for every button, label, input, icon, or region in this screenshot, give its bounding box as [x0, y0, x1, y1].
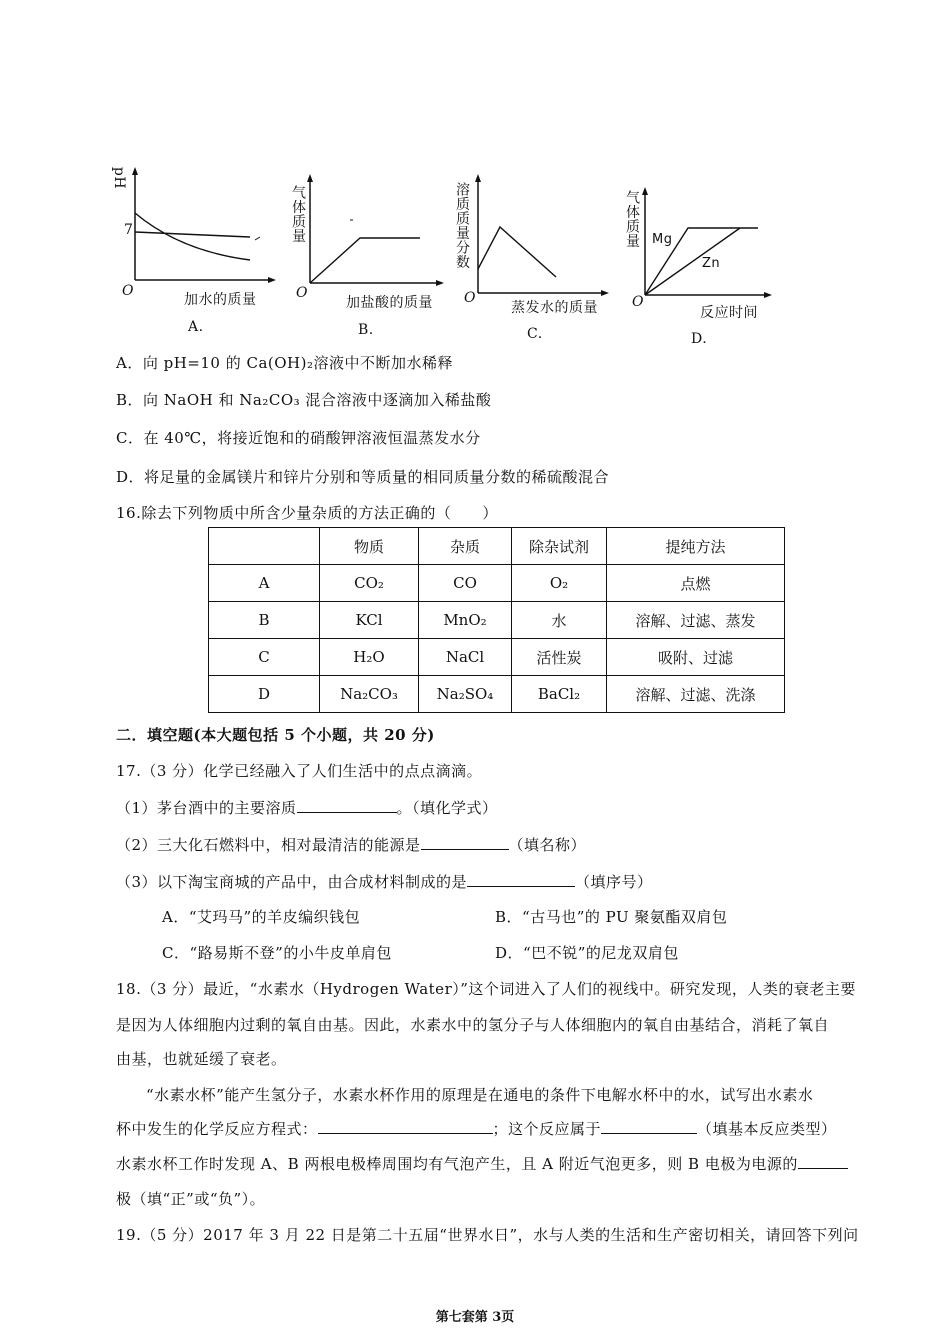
- table-row: [209, 639, 785, 676]
- q18-electrode-text: 水素水杯工作时发现 A、B 两根电极棒周围均有气泡产生，且 A 附近气泡更多，则 B 电极为电源的: [116, 1155, 798, 1173]
- graph-c-origin: O: [464, 290, 476, 306]
- option-15-d: D．将足量的金属镁片和锌片分别和等质量的相同质量分数的稀硫酸混合: [116, 468, 610, 486]
- q18-electrode-blank[interactable]: [798, 1154, 848, 1169]
- table-cell: 活性炭: [512, 639, 607, 676]
- table-cell: BaCl₂: [512, 676, 607, 713]
- q18-type-hint: （填基本反应类型）: [697, 1120, 837, 1138]
- graph-d-ylabel: 气体质量: [624, 190, 640, 248]
- question-17-part-1: [116, 797, 498, 818]
- question-19-stem: 19.（5 分）2017 年 3 月 22 日是第二十五届“世界水日”，水与人类的生活和生产密切相关，请回答下列问: [116, 1226, 859, 1244]
- graph-b-origin: O: [296, 285, 308, 301]
- graph-a: [110, 165, 280, 345]
- question-18-line-5: [116, 1118, 837, 1139]
- section-2-heading: 二．填空题(本大题包括 5 个小题，共 20 分): [116, 726, 435, 744]
- q17-p1-blank[interactable]: [297, 798, 397, 813]
- graph-c: [455, 165, 625, 345]
- question-18-line-7: 极（填“正”或“负”）。: [116, 1190, 266, 1208]
- table-header-cell: 杂质: [419, 528, 512, 565]
- graph-a-xlabel: 加水的质量: [184, 292, 257, 308]
- table-cell: D: [209, 676, 320, 713]
- table-header-cell: 提纯方法: [607, 528, 785, 565]
- graph-a-ylabel: pH: [111, 166, 128, 190]
- question-18-line-4: “水素水杯”能产生氢分子，水素水杯作用的原理是在通电的条件下电解水杯中的水，试写出水素水: [146, 1086, 814, 1104]
- table-cell: 点燃: [607, 565, 785, 602]
- graph-b-xlabel: 加盐酸的质量: [346, 295, 433, 311]
- question-17-part-2: [116, 834, 586, 855]
- graph-a-origin: O: [122, 283, 134, 299]
- table-cell: 水: [512, 602, 607, 639]
- q17-p1-hint: 。（填化学式）: [396, 799, 498, 817]
- graph-d-caption: D.: [691, 331, 708, 347]
- question-18-line-2: 是因为人体细胞内过剩的氧自由基。因此，水素水中的氢分子与人体细胞内的氧自由基结合，消耗了氧自: [116, 1016, 830, 1034]
- q17-p3-text: （3）以下淘宝商城的产品中，由合成材料制成的是: [116, 873, 468, 891]
- question-18-line-1: 18.（3 分）最近，“水素水（Hydrogen Water）”这个词进入了人们的视线中。研究发现，人类的衰老主要: [116, 980, 856, 998]
- q18-equation-prompt: 杯中发生的化学反应方程式：: [116, 1120, 318, 1138]
- graph-d-xlabel: 反应时间: [700, 305, 758, 321]
- q17-p2-text: （2）三大化石燃料中，相对最清洁的能源是: [116, 836, 421, 854]
- q17-option-d: D．“巴不锐”的尼龙双肩包: [495, 944, 679, 962]
- q18-type-blank[interactable]: [601, 1119, 697, 1134]
- question-18-line-6: [116, 1153, 848, 1174]
- table-cell: B: [209, 602, 320, 639]
- page-footer: 第七套第 3页: [435, 1310, 515, 1325]
- table-cell: H₂O: [320, 639, 419, 676]
- table-row: [209, 602, 785, 639]
- table-cell: CO: [419, 565, 512, 602]
- question-17-part-3: [116, 871, 653, 892]
- table-cell: 溶解、过滤、蒸发: [607, 602, 785, 639]
- q17-option-b: B．“古马也”的 PU 聚氨酯双肩包: [495, 908, 728, 926]
- table-row: [209, 676, 785, 713]
- table-cell: Na₂SO₄: [419, 676, 512, 713]
- question-16-stem: 16.除去下列物质中所含少量杂质的方法正确的（ ）: [116, 504, 498, 522]
- graph-c-caption: C.: [527, 326, 543, 342]
- option-15-b: B．向 NaOH 和 Na₂CO₃ 混合溶液中逐滴加入稀盐酸: [116, 391, 492, 409]
- graph-a-caption: A.: [188, 319, 204, 335]
- q17-p2-hint: （填名称）: [508, 836, 587, 854]
- graph-d-origin: O: [632, 294, 644, 310]
- question-18-line-3: 由基，也就延缓了衰老。: [116, 1050, 287, 1068]
- q17-p3-hint: （填序号）: [575, 873, 653, 891]
- question-16-table: [208, 527, 785, 713]
- table-row: [209, 565, 785, 602]
- table-cell: KCl: [320, 602, 419, 639]
- graph-c-xlabel: 蒸发水的质量: [511, 300, 598, 316]
- graph-d-mg-label: Mg: [652, 232, 673, 247]
- q17-p2-blank[interactable]: [421, 835, 509, 850]
- table-cell: A: [209, 565, 320, 602]
- table-cell: C: [209, 639, 320, 676]
- graph-d-zn-label: Zn: [702, 256, 721, 271]
- q18-equation-blank[interactable]: [318, 1119, 493, 1134]
- graph-a-tick-7: 7: [124, 222, 134, 238]
- table-cell: Na₂CO₃: [320, 676, 419, 713]
- table-cell: MnO₂: [419, 602, 512, 639]
- graph-c-ylabel: 溶质质量分数: [454, 182, 470, 269]
- q17-p3-blank[interactable]: [467, 872, 575, 887]
- table-cell: 吸附、过滤: [607, 639, 785, 676]
- table-header-cell: 除杂试剂: [512, 528, 607, 565]
- table-cell: 溶解、过滤、洗涤: [607, 676, 785, 713]
- question-17-stem: 17.（3 分）化学已经融入了人们生活中的点点滴滴。: [116, 762, 483, 780]
- table-cell: CO₂: [320, 565, 419, 602]
- q17-option-a: A．“艾玛马”的羊皮编织钱包: [162, 908, 361, 926]
- table-header-row: [209, 528, 785, 565]
- q18-type-prompt: ；这个反应属于: [492, 1120, 602, 1138]
- q17-option-c: C．“路易斯不登”的小牛皮单肩包: [162, 944, 392, 962]
- graph-b: [290, 165, 460, 345]
- table-cell: NaCl: [419, 639, 512, 676]
- table-header-cell: 物质: [320, 528, 419, 565]
- table-header-cell: [209, 528, 320, 565]
- option-15-c: C．在 40℃，将接近饱和的硝酸钾溶液恒温蒸发水分: [116, 429, 481, 447]
- graph-b-ylabel: 气体质量: [290, 185, 306, 243]
- q17-p1-text: （1）茅台酒中的主要溶质: [116, 799, 297, 817]
- option-15-a: A．向 pH=10 的 Ca(OH)₂溶液中不断加水稀释: [116, 354, 453, 372]
- graph-b-caption: B.: [358, 322, 374, 338]
- table-cell: O₂: [512, 565, 607, 602]
